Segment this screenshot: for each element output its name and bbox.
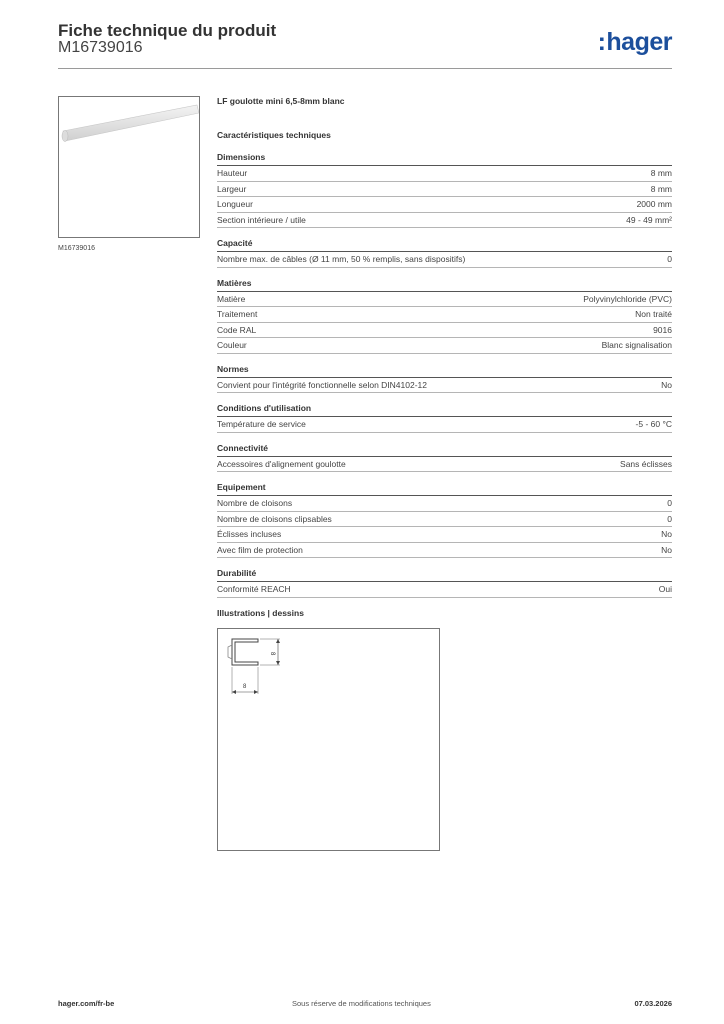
spec-label: Longueur [217,199,253,209]
hager-logo: :hager [597,28,672,56]
spec-row [217,512,672,528]
spec-label: Code RAL [217,324,257,335]
spec-group [217,482,672,558]
spec-value: 8 mm [650,183,672,194]
spec-row [217,252,672,268]
spec-value: 0 [667,498,672,508]
spec-row [217,166,672,182]
spec-group-title: Equipement [217,482,672,496]
spec-label: Nombre de cloisons clipsables [217,513,332,524]
spec-group [217,403,672,433]
spec-group-title: Normes [217,364,672,378]
product-reference: M16739016 [58,39,143,56]
spec-row [217,457,672,473]
product-photo [58,96,200,238]
spec-row [217,292,672,308]
spec-label: Conformité REACH [217,584,291,594]
spec-label: Section intérieure / utile [217,214,306,225]
spec-row [217,307,672,323]
spec-row [217,338,672,354]
spec-row [217,378,672,394]
spec-label: Éclisses incluses [217,529,282,539]
technical-drawing [217,628,440,851]
product-title: LF goulotte mini 6,5-8mm blanc [217,96,345,106]
spec-label: Matière [217,293,246,304]
spec-group [217,443,672,473]
spec-label: Accessoires d'alignement goulotte [217,458,346,469]
spec-label: Convient pour l'intégrité fonctionnelle selon DIN4102-12 [217,379,428,390]
spec-value: Oui [658,584,672,594]
spec-row [217,323,672,339]
spec-value: No [661,379,672,390]
spec-groups [217,152,672,598]
spec-value: Non traité [635,309,672,319]
spec-row [217,543,672,559]
spec-value: 2000 mm [636,199,672,209]
spec-value: No [661,544,672,555]
spec-group [217,238,672,268]
spec-row [217,197,672,213]
footer-disclaimer: Sous réserve de modifications techniques [292,999,431,1008]
spec-value: Blanc signalisation [601,340,672,350]
spec-group-title: Durabilité [217,568,672,582]
spec-label: Température de service [217,419,306,429]
spec-value: -5 - 60 °C [635,419,672,429]
spec-group-title: Dimensions [217,152,672,166]
header-divider [58,68,672,69]
spec-label: Traitement [217,309,258,319]
spec-row [217,582,672,598]
spec-row [217,213,672,229]
spec-value: No [661,529,672,539]
spec-row [217,417,672,433]
spec-label: Nombre max. de câbles (Ø 11 mm, 50 % remplis, sans dispositifs) [217,254,466,264]
spec-group-title: Capacité [217,238,672,252]
spec-group [217,364,672,394]
spec-group [217,278,672,354]
spec-sheet [217,96,672,618]
spec-value: Polyvinylchloride (PVC) [583,293,672,304]
spec-value: 8 mm [650,168,672,178]
spec-label: Couleur [217,340,247,350]
spec-value: 0 [667,254,672,264]
spec-group-title: Connectivité [217,443,672,457]
spec-label: Nombre de cloisons [217,498,293,508]
drawing-width-label: 8 [243,684,247,690]
footer-date: 07.03.2026 [634,999,672,1008]
footer-website[interactable]: hager.com/fr-be [58,999,115,1008]
spec-value: Sans éclisses [620,458,672,469]
spec-row [217,182,672,198]
drawing-height-label: 8 [269,652,275,656]
page-title: Fiche technique du produit [58,21,277,40]
spec-group-title: Conditions d'utilisation [217,403,672,417]
spec-row [217,527,672,543]
spec-value: 9016 [653,324,672,335]
spec-group [217,568,672,598]
photo-caption: M16739016 [58,245,95,252]
illustrations-heading: Illustrations | dessins [217,607,304,618]
spec-label: Largeur [217,183,247,194]
spec-value: 49 - 49 mm² [626,214,672,225]
spec-label: Hauteur [217,168,248,178]
section-heading: Caractéristiques techniques [217,130,331,140]
spec-value: 0 [667,513,672,524]
spec-row [217,496,672,512]
spec-group-title: Matières [217,278,672,292]
spec-group [217,152,672,228]
spec-label: Avec film de protection [217,544,303,555]
